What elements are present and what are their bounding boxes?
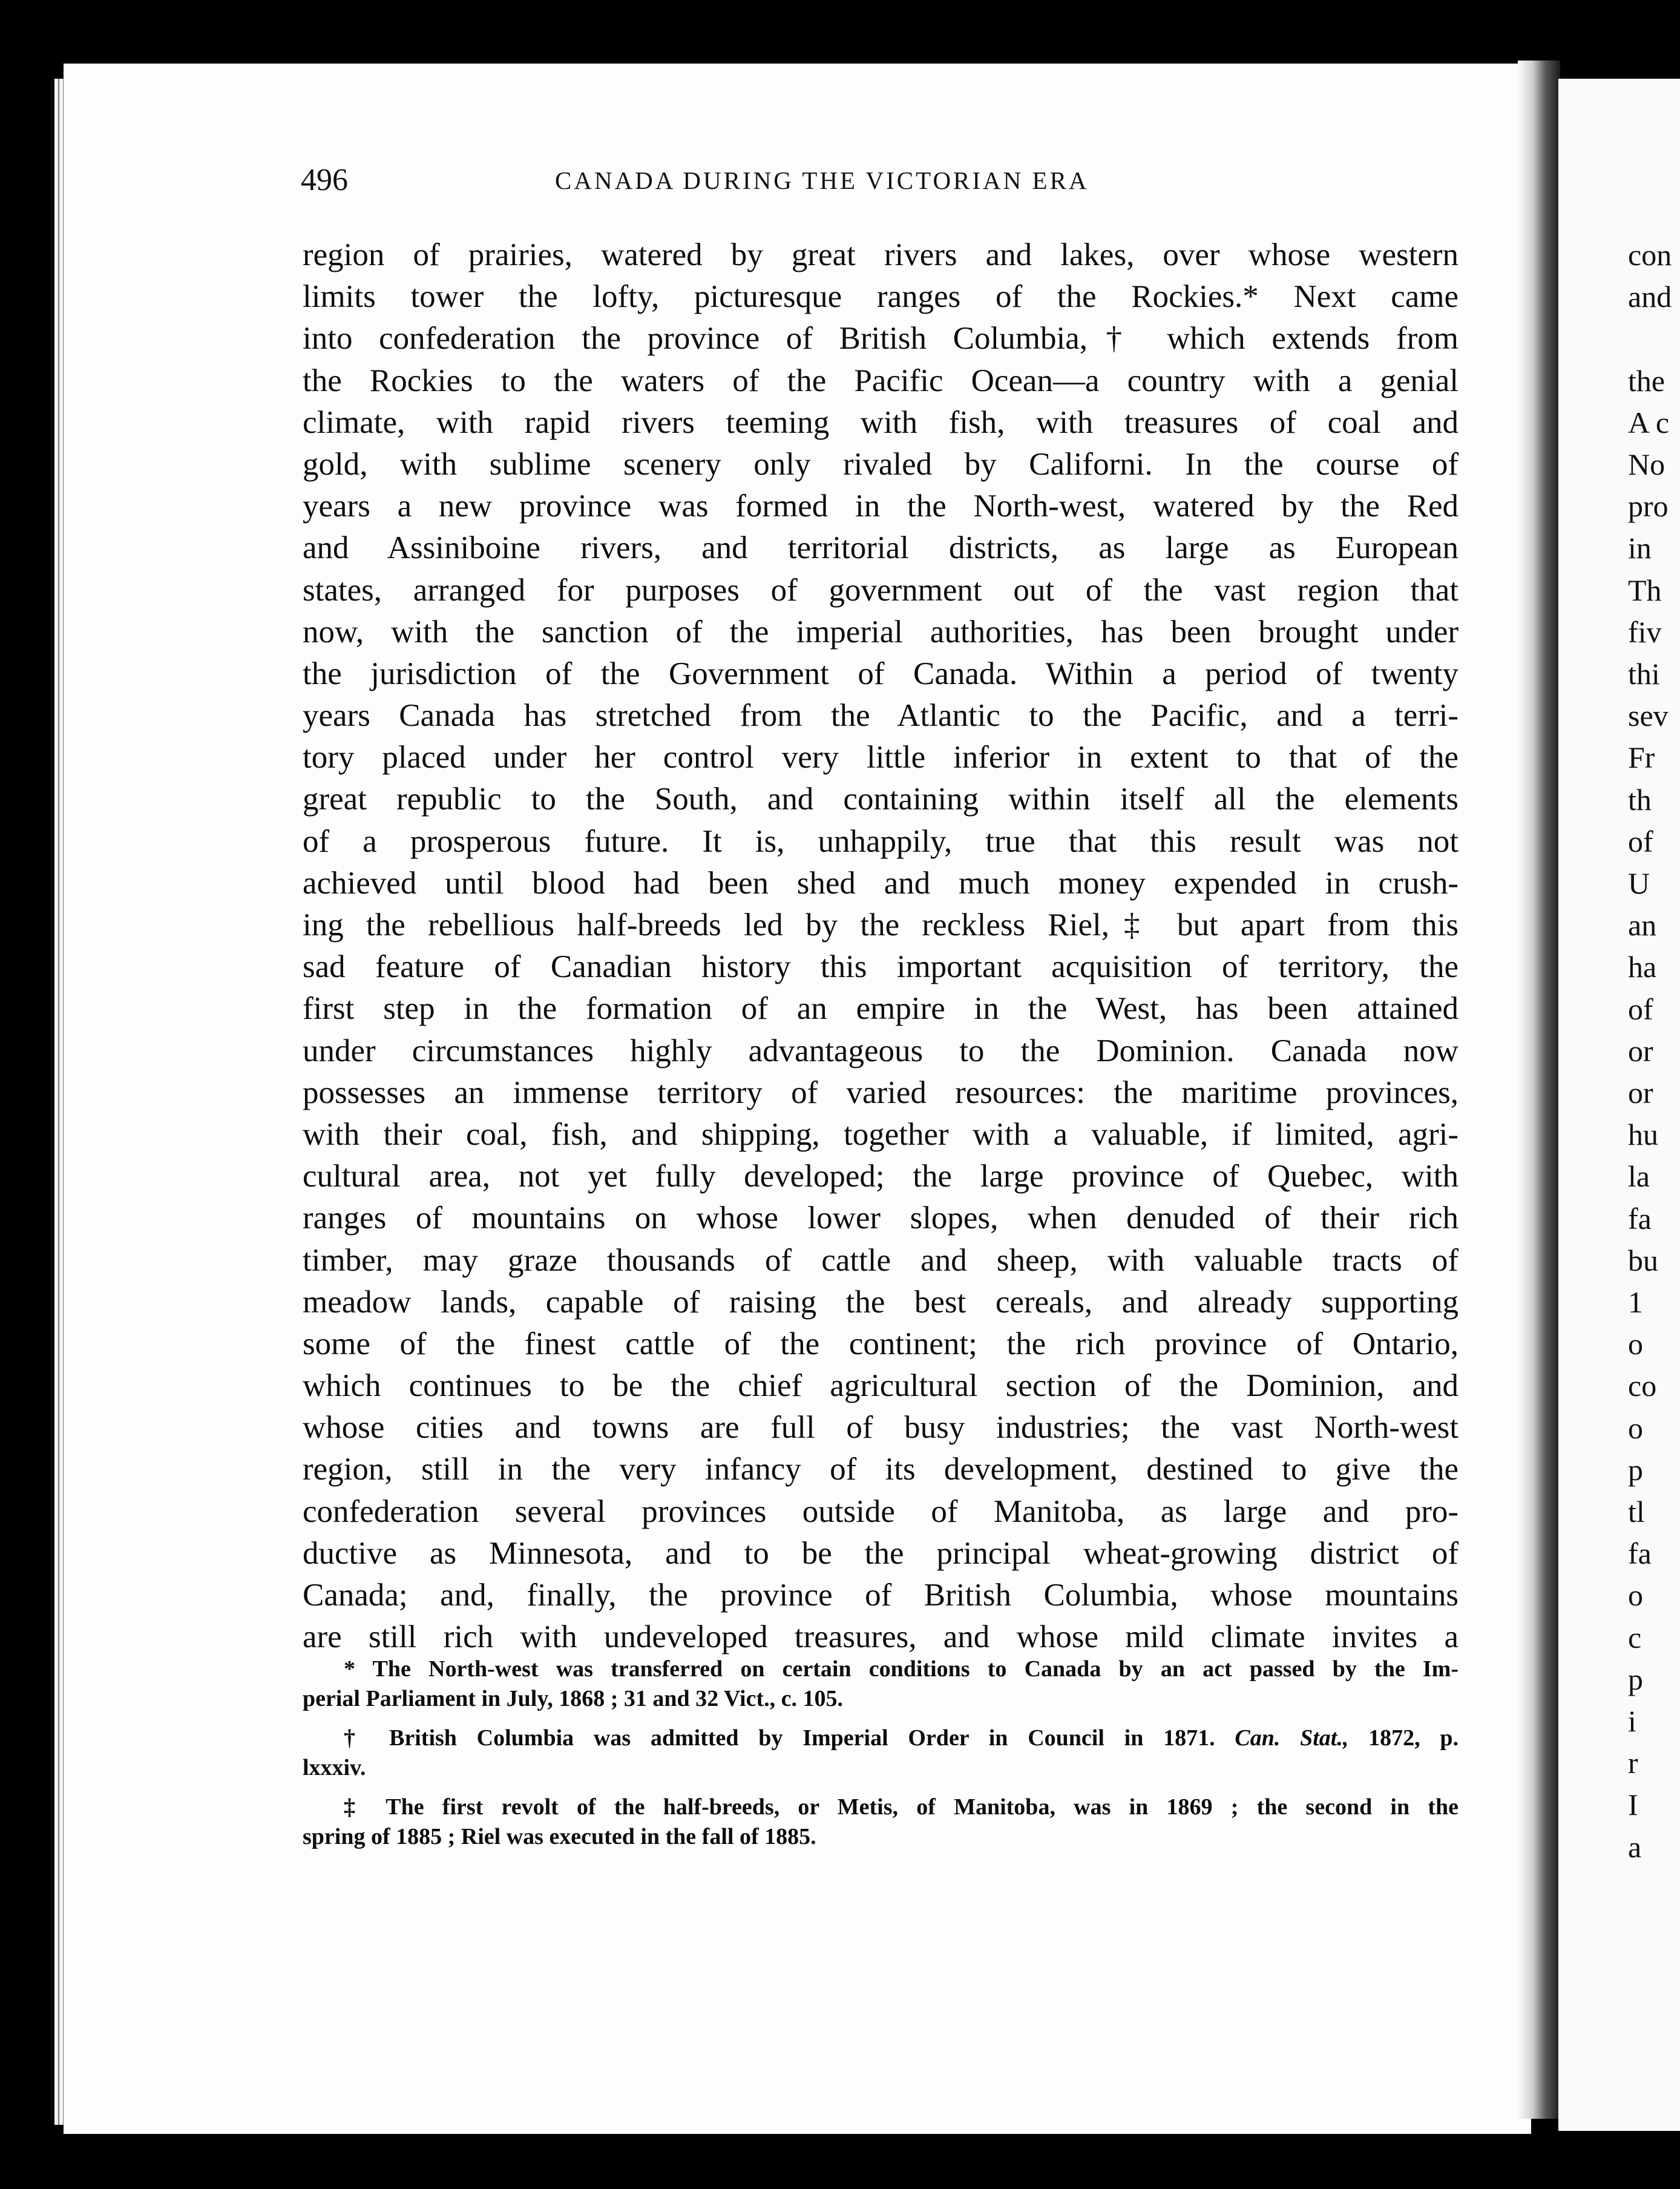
facing-page-fragment: or <box>1628 1033 1653 1068</box>
facing-page-fragment: p <box>1628 1662 1643 1696</box>
body-line: years a new province was formed in the North-west, watered by the Red <box>303 489 1459 524</box>
facing-page-fragment: No <box>1628 447 1665 481</box>
footnote-line: spring of 1885 ; Riel was executed in the fall of 1885. <box>303 1824 816 1849</box>
facing-page-fragment: o <box>1628 1578 1643 1613</box>
facing-page-fragment: c <box>1628 1620 1642 1654</box>
body-line: confederation several provinces outside of Manitoba, as large and pro- <box>303 1493 1459 1529</box>
body-line: achieved until blood had been shed and much money expended in crush- <box>303 865 1459 901</box>
body-line: great republic to the South, and containing within itself all the elements <box>303 782 1459 817</box>
body-line: cultural area, not yet fully developed; the large province of Quebec, with <box>303 1159 1459 1194</box>
footnote-line: † British Columbia was admitted by Imperial Order in Council in 1871. Can. Stat., 1872, p. <box>344 1725 1459 1751</box>
facing-page-fragment: in <box>1628 531 1652 565</box>
footnote-line: * The North-west was transferred on certain conditions to Canada by an act passed by the Im- <box>344 1656 1459 1682</box>
body-line: are still rich with undeveloped treasures, and whose mild climate invites a <box>303 1619 1459 1655</box>
body-line: which continues to be the chief agricultural section of the Dominion, and <box>303 1368 1459 1404</box>
facing-page-fragment: co <box>1628 1369 1657 1403</box>
body-line: the Rockies to the waters of the Pacific Ocean—a country with a genial <box>303 363 1459 398</box>
body-line: now, with the sanction of the imperial authorities, has been brought under <box>303 614 1459 650</box>
body-line: first step in the formation of an empire in the West, has been attained <box>303 991 1459 1027</box>
facing-page-fragment: hu <box>1628 1118 1658 1152</box>
facing-page-fragment: p <box>1628 1452 1643 1487</box>
body-line: states, arranged for purposes of government out of the vast region that <box>303 572 1459 608</box>
body-line: years Canada has stretched from the Atlantic to the Pacific, and a terri- <box>303 698 1459 734</box>
body-line: climate, with rapid rivers teeming with fish, with treasures of coal and <box>303 404 1459 440</box>
body-line: tory placed under her control very little inferior in extent to that of the <box>303 740 1459 775</box>
body-line: meadow lands, capable of raising the best cereals, and already supporting <box>303 1284 1459 1320</box>
facing-page-fragment: con <box>1628 238 1672 272</box>
body-text <box>303 234 1459 1658</box>
facing-page-fragment: pro <box>1628 489 1669 524</box>
facing-page-fragment: thi <box>1628 657 1660 691</box>
facing-page-fragment: U <box>1628 866 1650 900</box>
facing-page-fragment: th <box>1628 782 1652 817</box>
facing-page-fragment: or <box>1628 1076 1653 1110</box>
body-line: Canada; and, finally, the province of British Columbia, whose mountains <box>303 1578 1459 1613</box>
facing-page-fragment: I <box>1628 1788 1638 1822</box>
facing-page-fragment: fiv <box>1628 614 1662 649</box>
facing-page-fragment: o <box>1628 1411 1643 1445</box>
running-head: CANADA DURING THE VICTORIAN ERA <box>555 166 1089 194</box>
facing-page-fragment: an <box>1628 908 1657 943</box>
facing-page-fragment: a <box>1628 1829 1642 1864</box>
body-line: some of the finest cattle of the continent; the rich province of Ontario, <box>303 1326 1459 1361</box>
facing-page-fragment: ha <box>1628 950 1657 984</box>
facing-page-fragment: la <box>1628 1159 1650 1194</box>
body-line: gold, with sublime scenery only rivaled by Californi. In the course of <box>303 446 1459 482</box>
body-line: timber, may graze thousands of cattle and sheep, with valuable tracts of <box>303 1242 1459 1278</box>
facing-page-fragment: of <box>1628 992 1653 1026</box>
facing-page-fragment: 1 <box>1628 1285 1643 1319</box>
facing-page-fragment: of <box>1628 824 1653 858</box>
facing-page-fragment: r <box>1628 1746 1638 1780</box>
facing-page-fragment: i <box>1628 1704 1636 1738</box>
facing-page-fragment: fa <box>1628 1201 1652 1236</box>
body-line: the jurisdiction of the Government of Canada. Within a period of twenty <box>303 656 1459 691</box>
facing-page-fragment: bu <box>1628 1243 1658 1277</box>
facing-page-fragment: and <box>1628 280 1672 314</box>
facing-page-fragment: Th <box>1628 573 1662 607</box>
footnote-line: lxxxiv. <box>303 1755 366 1780</box>
body-line: of a prosperous future. It is, unhappily, true that this result was not <box>303 823 1459 859</box>
body-line: ranges of mountains on whose lower slopes, when denuded of their rich <box>303 1200 1459 1236</box>
facing-page-fragment: fa <box>1628 1536 1652 1571</box>
facing-page-fragment: the <box>1628 363 1665 398</box>
body-line: and Assiniboine rivers, and territorial districts, as large as European <box>303 530 1459 566</box>
body-line: whose cities and towns are full of busy industries; the vast North-west <box>303 1410 1459 1446</box>
footnotes <box>303 1654 1459 1852</box>
body-line: under circumstances highly advantageous to the Dominion. Canada now <box>303 1033 1459 1068</box>
facing-page-fragment: o <box>1628 1327 1643 1361</box>
facing-page-fragment: sev <box>1628 699 1669 733</box>
body-line: region of prairies, watered by great rivers and lakes, over whose western <box>303 237 1459 272</box>
facing-page <box>1558 79 1680 2131</box>
body-line: region, still in the very infancy of its development, destined to give the <box>303 1452 1459 1487</box>
page-header <box>301 159 1457 207</box>
body-line: sad feature of Canadian history this important acquisition of territory, the <box>303 949 1459 985</box>
footnote-line: ‡ The first revolt of the half-breeds, or Metis, of Manitoba, was in 1869 ; the second in the <box>344 1794 1459 1820</box>
body-line: limits tower the lofty, picturesque ranges of the Rockies.* Next came <box>303 279 1459 315</box>
footnote-line: perial Parliament in July, 1868 ; 31 and 32 Vict., c. 105. <box>303 1686 843 1711</box>
facing-page-fragment: A c <box>1628 405 1670 439</box>
statute-citation: Can. Stat., <box>1235 1725 1349 1751</box>
body-line: ing the rebellious half-breeds led by the reckless Riel,‡ but apart from this <box>303 907 1459 943</box>
page-number: 496 <box>301 163 348 197</box>
facing-page-fragment: Fr <box>1628 740 1655 775</box>
body-line: possesses an immense territory of varied resources: the maritime provinces, <box>303 1075 1459 1110</box>
book-gutter-shadow <box>1518 61 1560 2119</box>
body-line: into confederation the province of British Columbia,† which extends from <box>303 321 1459 357</box>
facing-page-fragment: tl <box>1628 1495 1645 1529</box>
body-line: with their coal, fish, and shipping, together with a valuable, if limited, agri- <box>303 1116 1459 1152</box>
body-line: ductive as Minnesota, and to be the principal wheat-growing district of <box>303 1535 1459 1571</box>
